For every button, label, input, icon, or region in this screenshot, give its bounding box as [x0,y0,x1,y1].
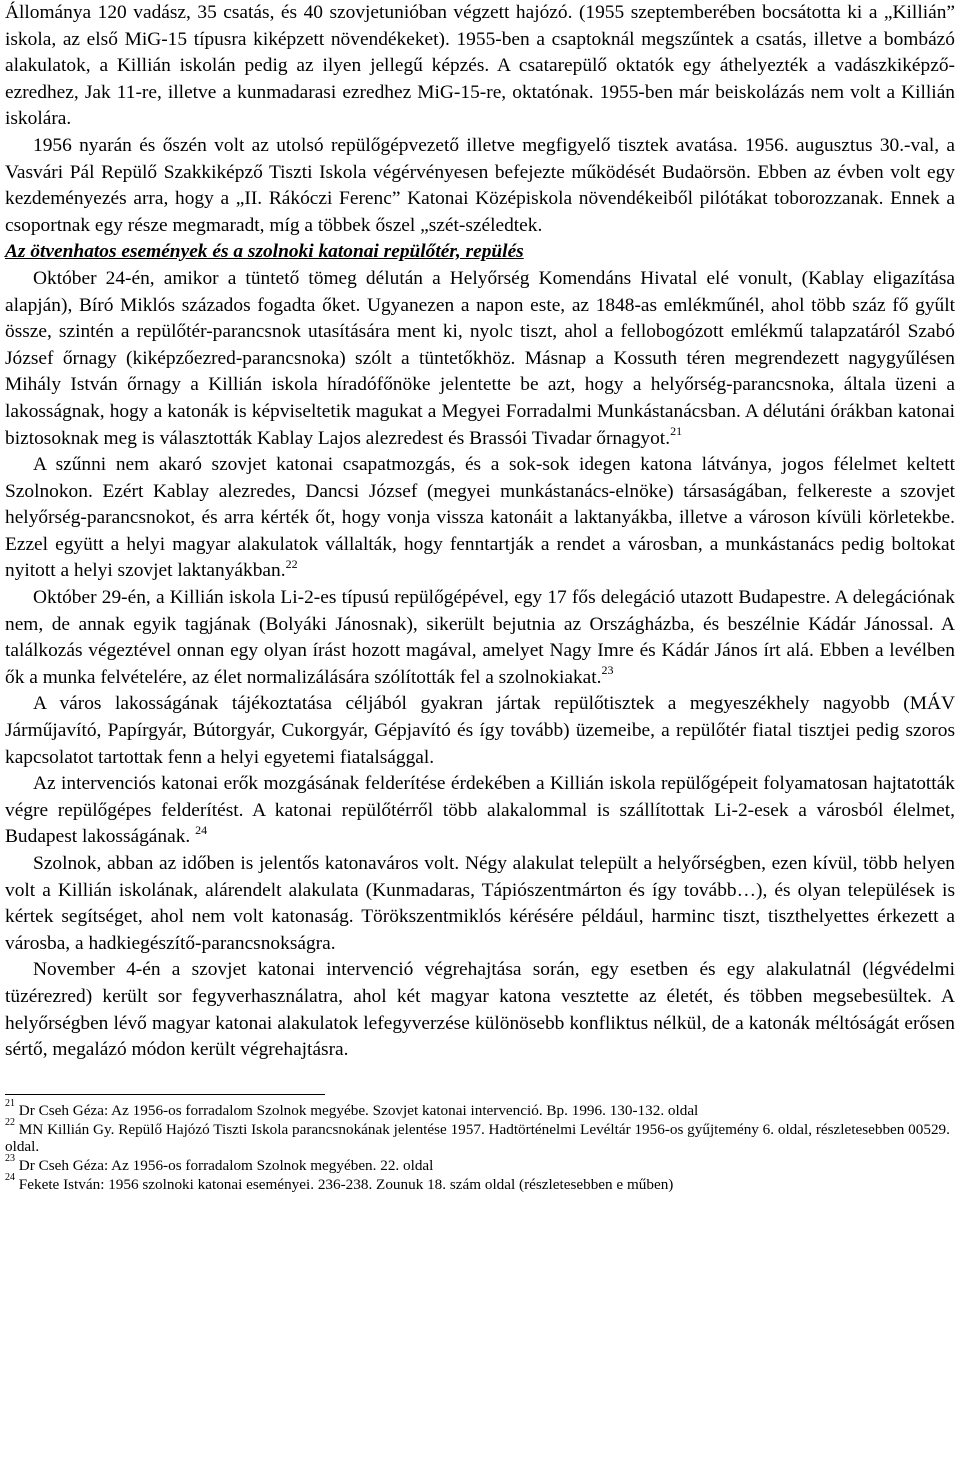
paragraph-troop-movement: A szűnni nem akaró szovjet katonai csapatmozgás, és a sok-sok idegen katona látványa, jogos félelmet keltett Szolnokon. Ezért Kablay alezredes, Dancsi József (megyei munkástanács-elnöke) társaságában, felkereste a szovjet helyőrség-parancsnokot, és arra kérték őt, hogy vonja vissza katonáit a laktanyákba, illetve a városon kívüli körletekbe. Ezzel együtt a helyi magyar alakulatok vállalták, hogy fenntartják a rendet a városban, a munkástanács pedig boltokat nyitott a helyi szovjet laktanyákban.$^{22}$ [5,454,955,582]
footnote-divider [5,1094,325,1095]
footnotes [5,1097,955,1193]
body-text [5,0,955,1064]
footnote-23: $^{23}$ Dr Cseh Géza: Az 1956-os forradalom Szolnok megyében. 22. oldal [5,1152,434,1174]
paragraph-oct-24: Október 24-én, amikor a tüntető tömeg délután a Helyőrség Komendáns Hivatal elé vonult, (Kablay eligazítása alapján), Bíró Miklós százados fogadta őket. Ugyanezen a napon este, az 1848-as emlékműnél, ahol több száz fő gyűlt össze, szintén a repülőtér-parancsnok utasítására ment ki, nyolc tiszt, ahol a fellobogózott emlékmű talapzatáról Szabó József őrnagy (kiképzőezred-parancsnoka) szólt a tüntetőkhöz. Másnap a Kossuth téren megrendezett nagygyűlésen Mihály István őrnagy a Killián iskola híradófőnöke jelentette be azt, hogy a helyőrség-parancsnoka, általa üzeni a lakosságnak, hogy a katonák is képviseltetik magukat a Megyei Forradalmi Munkástanácsban. A délutáni órákban katonai biztosoknak meg is választották Kablay Lajos alezredest és Brassói Tivadar őrnagyot.$^{21}$ [5,267,955,449]
footnote-ref-24[interactable]: 24 [195,822,208,837]
paragraph-nov-4: November 4-én a szovjet katonai intervenció végrehajtása során, egy esetben és egy alakulatnál (légvédelmi tüzérezred) került sor fegyverhasználatra, ahol két magyar katona vesztette az életét, és többen megsebesültek. A helyőrségben lévő magyar katonai alakulatok lefegyverzése különösebb konfliktus nélkül, de a katonák méltóságát erősen sértő, megalázó módon került végrehajtásra. [5,959,955,1061]
paragraph-reconnaissance: Az intervenciós katonai erők mozgásának felderítése érdekében a Killián iskola repülőgépeit folyamatosan hajtatották végre repülőgépes felderítést. A katonai repülőtérről több alakalommal is szállítottak Li-2-esek a városból élelmet, Budapest lakosságának. $^{24}$ [5,773,955,848]
footnote-ref-23[interactable]: 23 [601,663,614,678]
footnote-22: $^{22}$ MN Killián Gy. Repülő Hajózó Tiszti Iskola parancsnokának jelentése 1957. Hadtörténelmi Levéltár 1956-os gyűjtemény 6. oldal, részletesebben 00529. oldal. [5,1116,950,1155]
footnote-21: $^{21}$ Dr Cseh Géza: Az 1956-os forradalom Szolnok megyébe. Szovjet katonai intervenció. Bp. 1996. 130-132. oldal [5,1097,699,1119]
footnote-24: $^{24}$ Fekete István: 1956 szolnoki katonai eseményei. 236-238. Zounuk 18. szám oldal (részletesebben e műben) [5,1171,674,1193]
paragraph-intro: Állománya 120 vadász, 35 csatás, és 40 szovjetunióban végzett hajózó. (1955 szeptemberében bocsátotta ki a „Killián” iskola, az első MiG-15 típusra kiképzett növendékeket). 1955-ben a csaptoknál megszűntek a csatás, illetve a bombázó alakulatok, a Killián iskolán pedig az ilyen jellegű képzés. A csatarepülő oktatók egy áthelyezték a vadászkiképző-ezredhez, Jak 11-re, illetve a kunmadarasi ezredhez MiG-15-re, oktatónak. 1955-ben már beiskolázás nem volt a Killián iskolára. [5,2,955,130]
footnote-ref-22[interactable]: 22 [285,557,298,571]
paragraph-garrison-town: Szolnok, abban az időben is jelentős katonaváros volt. Négy alakulat települt a helyőrségben, ezen kívül, több helyen volt a Killián iskolának, alárendelt alakulata (Kunmadaras, Tápiószentmárton és így tovább…), és olyan települések is kértek segítséget, ahol nem volt katonaság. Törökszentmiklós kérésére például, harminc tiszt, tiszthelyettes érkezett a városba, a hadkiegészítő-parancsnokságra. [5,853,955,954]
footnote-ref-21[interactable]: 21 [670,424,683,439]
paragraph-1956-summer: 1956 nyarán és őszén volt az utolsó repülőgépvezető illetve megfigyelő tisztek avatása. 1956. augusztus 30.-val, a Vasvári Pál Repülő Szakkiképző Tiszti Iskola végérvényesen befejezte működését Budaörsön. Ebben az évben volt egy kezdeményezés arra, hogy a „II. Rákóczi Ferenc” Katonai Középiskola növendékeiből pilótákat toborozzanak. Ennek a csoportnak egy része megmaradt, míg a többek őszel „szét-széledtek. [5,134,955,236]
paragraph-oct-29: Október 29-én, a Killián iskola Li-2-es típusú repülőgépével, egy 17 fős delegáció utazott Budapestre. A delegációnak nem, de annak egyik tagjának (Bolyáki Jánosnak), sikerült bejutnia az Országházba, és beszélnie Kádár Jánossal. A találkozás végeztével onnan egy olyan írást hozott magával, amelyet Nagy Imre és Kádár János írt alá. Ebben a levélben ők a munka felvételére, az élet normalizálására szólították fel a szolnokiakat.$^{23}$ [5,587,955,688]
paragraph-information: A város lakosságának tájékoztatása céljából gyakran jártak repülőtisztek a megyeszékhely nagyobb (MÁV Járműjavító, Papírgyár, Bútorgyár, Cukorgyár, Gépjavító és így tovább) üzemeibe, a repülőtér fiatal tisztjei pedig szoros kapcsolatot tartottak fenn a helyi egyetemi fiatalsággal. [5,693,955,768]
section-heading: Az ötvenhatos események és a szolnoki katonai repülőtér, repülés [5,241,524,263]
